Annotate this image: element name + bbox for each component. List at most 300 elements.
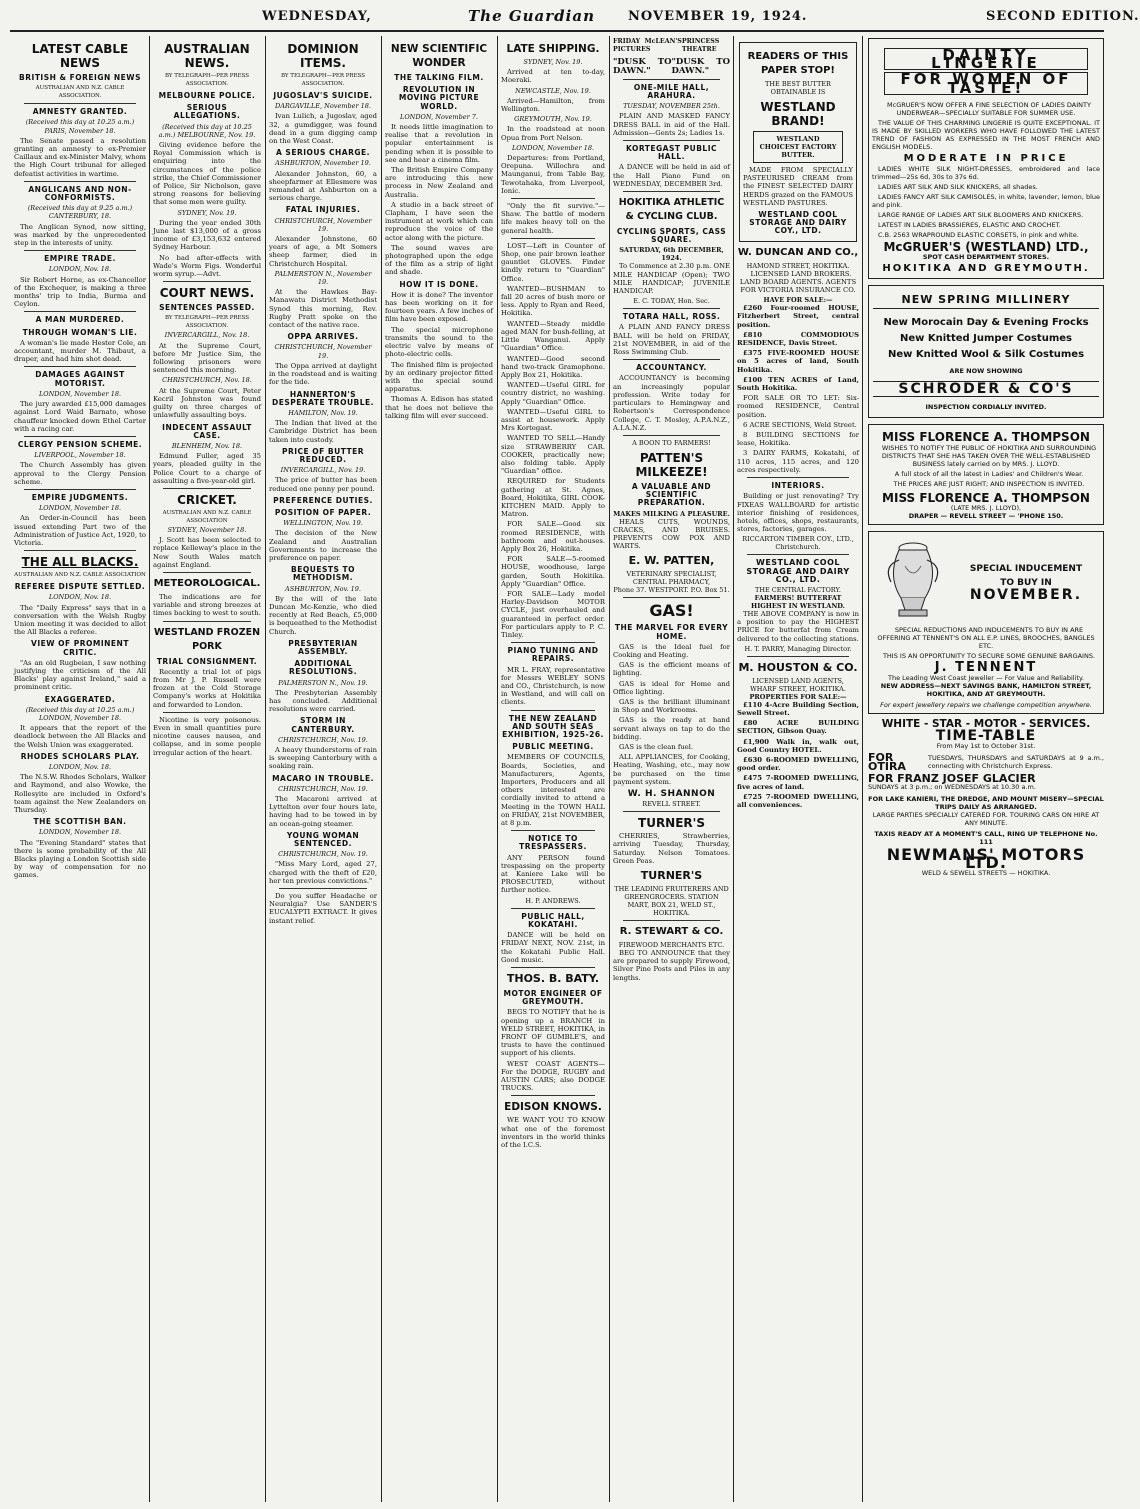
property-price-list <box>737 701 859 809</box>
article-body: The Oppa arrived at daylight in the roadstead and is waiting for the tide. <box>269 361 377 387</box>
article-title: VIEW OF PROMINENT CRITIC. <box>31 639 129 657</box>
article-title: EXAGGERATED. <box>44 694 116 704</box>
article-body: The Anglican Synod, now sitting, was marked by the unprecedented step in the interests of unity. <box>14 222 146 248</box>
advert-subtitle: A VALUABLE AND SCIENTIFIC PREPARATION. <box>631 481 712 508</box>
heading-moderate-price: MODERATE IN PRICE <box>903 152 1069 164</box>
article-dateline: LONDON, Nov. 18. <box>48 593 112 602</box>
masthead-day: WEDNESDAY, <box>262 9 372 24</box>
article-dateline: CHRISTCHURCH, Nov. 19. <box>278 735 368 744</box>
advert-subtitle: FIREWOOD MERCHANTS ETC. <box>618 941 725 949</box>
advert-text: "Only the fit survive."—Shaw. The battle of modern life makes heavy toll on the general health. <box>501 202 605 235</box>
article-dateline: GREYMOUTH, Nov. 19. <box>514 115 592 124</box>
advert-subtitle: LICENSED LAND AGENTS, <box>752 676 844 685</box>
advert-text: PLAIN AND MASKED FANCY DRESS BALL in aid of the Hall. Admission—Gents 2s; Ladies 1s. <box>613 112 730 137</box>
cinema-films <box>613 58 730 74</box>
sections-list <box>737 421 859 474</box>
thompson-advert <box>868 424 1104 524</box>
article-dateline: (Received this day at 9.25 a.m.) CANTERBURY, 18. <box>27 204 133 221</box>
column-drapery-ads <box>866 38 1106 1500</box>
advert-subtitle: THE CENTRAL FACTORY. <box>754 585 842 594</box>
article-body: The price of butter has been reduced one penny per pound. <box>269 476 377 493</box>
advert-name-houston: M. HOUSTON & CO. <box>738 660 858 674</box>
article-body: The Presbyterian Assembly has concluded. Additional resolutions were carried. <box>269 688 377 714</box>
column-scientific-wonder <box>385 38 493 1500</box>
article-title: AMNESTY GRANTED. <box>32 107 128 117</box>
property-price-item: £725 7-ROOMED DWELLING, all conveniences. <box>737 792 859 809</box>
classifieds-list <box>501 242 605 639</box>
advert-text: A full stock of all the latest in Ladies' and Children's Wear. <box>894 469 1084 478</box>
spring-items-list <box>873 316 1099 361</box>
article-title: STORM IN CANTERBURY. <box>291 716 355 734</box>
spring-millinery-advert <box>868 285 1104 418</box>
article-body: The "Evening Standard" states that there is some probability of the All Blacks playing a London Scottish side by way of compensation for no games. <box>14 838 146 880</box>
masthead-edition: SECOND EDITION. <box>986 9 1140 24</box>
press-credit: BY TELEGRAPH—PER PRESS ASSOCIATION. <box>164 315 250 330</box>
article-body: Recently a trial lot of pigs from Mr J. P. Russell were frozen at the Cold Storage Company's works at Hokitika and forwarded to London. <box>153 667 261 709</box>
article-subtitle: ADDITIONAL RESOLUTIONS. <box>288 659 358 677</box>
cable-credit: AUSTRALIAN AND N.Z. CABLE ASSOCIATION <box>162 509 252 524</box>
classified-ad: WANTED—Steady middle aged MAN for bush-felling, at Little Wanganui. Apply "Guardian" Office. <box>501 319 605 353</box>
article-dateline: ASHBURTON, November 19. <box>275 159 371 168</box>
heading-dainty-lingerie: DAINTY LINGERIE <box>884 48 1088 70</box>
advert-address: REVELL STREET. <box>642 800 701 809</box>
article-body: The N.S.W. Rhodes Scholars, Walker and Raymond, and also Wowke, the Rollesyite are included in Oxford's team against the New Zealanders on Thursday. <box>14 773 146 815</box>
column-divider <box>733 36 734 1502</box>
article-subtitle: THROUGH WOMAN'S LIE. <box>22 327 138 337</box>
advert-subtitle: The Leading West Coast Jeweller — For Value and Reliability. <box>888 674 1084 683</box>
article-title: MACARO IN TROUBLE. <box>272 773 374 783</box>
heading-all-blacks: THE ALL BLACKS. <box>21 555 139 570</box>
advert-name-tennent: J. TENNENT <box>934 659 1038 675</box>
press-credit: BY TELEGRAPH—PER PRESS ASSOCIATION. <box>280 73 366 87</box>
article-title: THE SCOTTISH BAN. <box>33 817 127 827</box>
advert-text: MADE FROM SPECIALLY PASTEURISED CREAM from the FINEST SELECTED DAIRY HERDS grazed on the FAMOUS WESTLAND PASTURES. <box>743 166 853 207</box>
article-title: BEQUESTS TO METHODISM. <box>291 565 355 583</box>
advert-text: MEMBERS OF COUNCILS, Boards, Societies, and Manufacturers, Agents, Importers, Producers and all others interested are cordially invited to attend a Meeting in the TOWN HALL on FRIDAY, 21st NOVEMBER, at 8 p.m. <box>501 753 605 828</box>
subheading-british-foreign: BRITISH & FOREIGN NEWS <box>19 73 141 82</box>
heading-pattens-milkeeze: PATTEN'S MILKEEZE! <box>635 450 708 479</box>
article-body: The special microphone transmits the sound to the electric valve by means of photo-electric cells. <box>385 325 493 359</box>
advert-name-newmans: NEWMANS' MOTORS LTD. <box>886 845 1086 873</box>
advert-name-schroder: SCHRODER & CO'S <box>873 381 1099 397</box>
advert-text: McGRUER'S NOW OFFER A FINE SELECTION OF LADIES DAINTY UNDERWEAR—SPECIALLY SUITABLE FOR SUMMER USE. <box>887 100 1091 117</box>
article-body: Alexander Johnston, 60, a sheepfarmer at Ellesmere was remanded at Ashburton on a serious charge. <box>269 169 377 203</box>
article-title: MELBOURNE POLICE. <box>158 91 256 100</box>
cinema-right: PRINCESS THEATRE <box>681 38 720 54</box>
article-dateline: BLENHEIM, Nov. 18. <box>171 441 243 450</box>
advert-text: THIS IS AN OPPORTUNITY TO SECURE SOME GENUINE BARGAINS. <box>882 651 1096 660</box>
advert-title-baty: THOS. B. BATY. <box>506 971 600 985</box>
article-title: INDECENT ASSAULT CASE. <box>162 422 252 440</box>
property-price-item: £810 COMMODIOUS RESIDENCE, Davis Street. <box>737 330 859 348</box>
classified-ad: WANTED—Good second hand two-track Gramophone. Apply Box 21, Hokitika. <box>501 354 605 379</box>
heading-late-shipping: LATE SHIPPING. <box>506 43 600 55</box>
advert-text: HEALS CUTS, WOUNDS, CRACKS, AND BRUISES. PREVENTS COW POX AND WARTS. <box>613 517 730 551</box>
advert-address: NEW ADDRESS—NEXT SAVINGS BANK, HAMILTON STREET, HOKITIKA, AND AT GREYMOUTH. <box>880 682 1092 699</box>
article-dateline: LONDON, November 18. <box>38 828 122 837</box>
article-body: Edmund Fuller, aged 35 years, pleaded guilty in the Police Court to a charge of assaulting a five-year-old girl. <box>153 452 261 485</box>
article-dateline: LIVERPOOL, November 18. <box>34 451 126 460</box>
property-price-item: £80 ACRE BUILDING SECTION, Gibson Quay. <box>737 719 859 736</box>
article-body: An Order-in-Council has been issued extending Part two of the Administration of Justice Act, 1920, to Victoria. <box>14 514 146 547</box>
article-body: Thomas A. Edison has stated that he does not believe the talking film will ever succeed. <box>385 395 493 420</box>
article-body: Sir Robert Horne, as ex-Chancellor of the Exchequer, is making a three months' trip to India, Burma and Ceylon. <box>14 275 146 309</box>
spring-item: New Knitted Jumper Costumes <box>900 332 1072 344</box>
cinema-header <box>613 38 730 54</box>
article-dateline: PALMERSTON N., Nov. 19. <box>278 678 368 687</box>
article-body: The Church Assembly has given approval to the Clergy Pension scheme. <box>14 461 146 486</box>
article-body: The "Daily Express" says that in a conversation with the Welsh Rugby Union meeting it was decided to allot the All Blacks a referee. <box>14 603 146 637</box>
cable-credit: AUSTRALIAN AND N.Z. CABLE ASSOCIATION. <box>35 85 125 100</box>
advert-signature: H. T. PARRY, Managing Director. <box>744 644 852 653</box>
article-dateline: SYDNEY, Nov. 19. <box>523 58 583 66</box>
advert-dateline: SATURDAY, 6th DECEMBER, 1924. <box>619 246 724 263</box>
column-divider <box>149 36 150 1502</box>
classified-ad: WANTED—BUSHMAN to fall 20 acres of bush more or less. Apply to Ryan and Reed, Hokitika. <box>501 284 605 318</box>
gas-benefit-item: GAS is ideal for Home and Office lighting. <box>613 679 730 696</box>
masthead-rule <box>10 30 1104 32</box>
heading-new-spring-millinery: NEW SPRING MILLINERY <box>873 296 1099 308</box>
advert-title: NOTICE TO TRESPASSERS. <box>519 834 587 852</box>
advert-name-shannon: W. H. SHANNON <box>627 788 716 799</box>
advert-title: INTERIORS. <box>771 481 825 491</box>
route-franz-times: SUNDAYS at 3 p.m.; on WEDNESDAYS at 10.30 a.m. <box>868 783 1036 792</box>
article-dateline: DARGAVILLE, November 18. <box>275 102 371 111</box>
advert-name-stewart: R. STEWART & CO. <box>619 926 724 937</box>
article-dateline: (Received this day at 10.25 a.m.) LONDON, November 18. <box>25 705 135 722</box>
heading-new-scientific-wonder: NEW SCIENTIFIC WONDER <box>390 43 488 69</box>
advert-text: MR L. FRAY, representative for Messrs WEBLEY SONS and CO., Christchurch, is now in Westland, and will call on clients. <box>501 665 605 707</box>
article-subtitle: SENTENCES PASSED. <box>159 303 255 313</box>
advert-signature: RICCARTON TIMBER COY., LTD., Christchurch. <box>742 535 854 552</box>
heading-special-inducement: SPECIAL INDUCEMENT <box>969 563 1083 574</box>
readers-stop-box <box>739 42 857 242</box>
article-dateline: LONDON, Nov. 18. <box>48 265 112 274</box>
column-divider <box>265 36 266 1502</box>
advert-inspection: INSPECTION CORDIALLY INVITED. <box>925 403 1047 412</box>
advert-title: PIANO TUNING AND REPAIRS. <box>507 646 599 664</box>
advert-text: WE WANT YOU TO KNOW what one of the foremost inventors in the world thinks of the I.C.S. <box>501 1116 605 1149</box>
article-title: A SERIOUS CHARGE. <box>276 148 370 158</box>
article-body: A studio in a back street of Clapham, I have seen the instrument at work which can reproduce the voice of the actor along with the picture. <box>385 200 493 242</box>
lingerie-item: C.B. 2563 WRAPROUND ELASTIC CORSETS, in pink and white. <box>878 231 1079 240</box>
article-body: "As an old Rugbeian, I saw nothing justifying the criticism of the All Blacks' play against Ireland," said a prominent critic. <box>14 658 146 692</box>
article-body: The Senate passed a resolution granting an amnesty to ex-Premier Caillaux and ex-Minister Malvy, whom the High Court tribunal for alleged defeatist activities in wartime. <box>14 136 146 178</box>
article-body: At the Supreme Court, Peter Kecril Johnston was found guilty on three charges of unlawfully assaulting boys. <box>153 386 261 420</box>
article-dateline: (Received this day at 10.25 a.m.) PARIS, November 18. <box>25 118 135 135</box>
lingerie-items-list <box>872 165 1100 239</box>
advert-text: ALL APPLIANCES, for Cooking, Heating, Washing, etc., may now be purchased on the time payment system. <box>613 753 730 786</box>
article-subtitle: REVOLUTION IN MOVING PICTURE WORLD. <box>398 85 480 111</box>
article-dateline: (Received this day at 10.25 a.m.) MELBOURNE, Nov. 19. <box>158 122 256 139</box>
heading-women-of-taste: FOR WOMEN OF TASTE! <box>884 72 1088 94</box>
article-dateline: PALMERSTON N., November 19. <box>274 269 372 287</box>
advert-text: THE PRICES ARE JUST RIGHT; AND INSPECTION IS INVITED. <box>893 479 1085 488</box>
article-body: At the Supreme Court, before Mr Justice Sim, the following prisoners were sentenced this morning. <box>153 341 261 375</box>
article-body: "Miss Mary Lord, aged 27, charged with the theft of £20, her ten previous convictions." <box>269 860 377 885</box>
property-price-item: £110 4-Acre Building Section, Sewell Street. <box>737 700 859 717</box>
lingerie-item: LATEST IN LADIES BRASSIERES, ELASTIC AND CROCHET. <box>878 221 1061 230</box>
heading-latest-cable-news: LATEST CABLE NEWS <box>31 42 129 70</box>
section-item: 6 ACRE SECTIONS, Weld Street. <box>743 420 857 429</box>
advert-now-showing: ARE NOW SHOWING <box>949 367 1023 376</box>
advert-text: Building or just renovating? Try FIXEAS WALLBOARD for artistic interior finishing of residences, hotels, offices, shops, restaurants, stores, factories, garages. <box>737 492 859 534</box>
classified-ad: FOR SALE—Good six roomed RESIDENCE, with bathroom and out-houses. Apply Box 26, Hokitika. <box>501 520 605 553</box>
advert-address: THE LEADING FRUITERERS AND GREENGROCERS. STATION MART, BOX 21, WELD ST., HOKITIKA. <box>614 885 729 917</box>
article-title: FATAL INJURIES. <box>285 205 361 215</box>
article-title: EMPIRE JUDGMENTS. <box>31 492 129 502</box>
advert-dateline: TUESDAY, NOVEMBER 25th. <box>623 102 720 111</box>
advert-name-mcgruer: McGRUER'S (WESTLAND) LTD., <box>883 240 1089 255</box>
property-price-item: £630 6-ROOMED DWELLING, good order. <box>737 755 859 773</box>
advert-text: THE ABOVE COMPANY is now in a position to pay the HIGHEST PRICE for butterfat from Cream delivered to the collecting stations. <box>737 609 859 643</box>
column-divider <box>497 36 498 1502</box>
advert-name-turners: TURNER'S <box>640 869 703 882</box>
article-body: The decision of the New Zealand and Australian Governments to increase the preference on paper. <box>269 529 377 562</box>
advert-signature: E. C. TODAY, Hon. Sec. <box>633 297 710 306</box>
classified-ad: REQUIRED for Students gathering at St. Agnes, Board, Hokitika, GIRL COOK-KITCHEN MAID. Apply to Matron. <box>501 477 605 519</box>
article-body: The British Empire Company are introducing this new process in New Zealand and Australia. <box>385 166 493 199</box>
heading-westland-brand: WESTLAND BRAND! <box>760 100 836 128</box>
article-title: YOUNG WOMAN SENTENCED. <box>286 830 360 849</box>
butter-label-box: WESTLAND CHOICEST FACTORY BUTTER. <box>753 131 843 163</box>
article-title: ANGLICANS AND NON-CONFORMISTS. <box>28 184 132 203</box>
article-dateline: INVERCARGILL, Nov. 18. <box>164 331 250 340</box>
article-dateline: CHRISTCHURCH, November 19. <box>274 343 372 360</box>
timetable-period: From May 1st to October 31st. <box>936 742 1036 751</box>
article-dateline: CHRISTCHURCH, Nov. 18. <box>162 376 252 385</box>
article-dateline: LONDON, November 18. <box>38 504 122 513</box>
classified-ad: FOR SALE—5-roomed HOUSE, woodhouse, large garden, South Hokitika. Apply "Guardian" Office. <box>501 555 605 588</box>
advert-text: LICENSED LAND BROKERS. LAND BOARD AGENTS. AGENTS FOR VICTORIA INSURANCE CO. <box>739 269 857 295</box>
advert-name-thompson: MISS FLORENCE A. THOMPSON <box>882 490 1090 505</box>
heading-meteorological: METEOROLOGICAL. <box>153 577 261 589</box>
lingerie-item: LARGE RANGE OF LADIES ART SILK BLOOMERS AND KNICKERS. <box>878 211 1084 220</box>
advert-text: SPECIAL REDUCTIONS AND INDUCEMENTS TO BUY IN ARE OFFERING AT TENNENT'S ON ALL E.P. LINES, BROOCHES, BANGLES ETC. <box>877 625 1095 650</box>
classified-ad: WANTED TO SELL—Handy size STRAWBERRY CAR. COOKER, practically new; also folding table. Apply "Guardian" office. <box>501 434 605 476</box>
advert-title: ACCOUNTANCY. <box>636 363 707 373</box>
article-dateline: HAMILTON, Nov. 19. <box>288 408 358 417</box>
advert-text: BEG TO ANNOUNCE that they are prepared to supply Firewood, Silver Pine Posts and Piles in any lengths. <box>613 949 730 982</box>
article-body: J. Scott has been selected to replace Kelleway's place in the New South Wales match against England. <box>153 536 261 569</box>
heading-australian-news: AUSTRALIAN NEWS. <box>164 42 250 70</box>
article-body: The finished film is projected by an ordinary projector fitted with the special sound apparatus. <box>385 360 493 394</box>
silver-urn-illustration <box>873 536 953 626</box>
article-body: Ivan Lulich, a Jugoslav, aged 32, a gumdigger, was found dead in a gum digging camp on the West Coast. <box>269 112 377 146</box>
advert-tagline: MAKES MILKING A PLEASURE. <box>613 509 730 518</box>
advert-text: To Commence at 2.30 p.m. ONE MILE HANDICAP (Open); TWO MILE HANDICAP; JUVENILE HANDICAP. <box>613 262 730 296</box>
article-title: PRESBYTERIAN ASSEMBLY. <box>288 638 358 656</box>
advert-note: For expert jewellery repairs we challenge competition anywhere. <box>880 701 1092 710</box>
article-dateline: CHRISTCHURCH, November 19. <box>274 216 372 233</box>
lingerie-advert <box>868 38 1104 279</box>
classified-ad: WANTED—Useful GIRL for country district, no washing. Apply "Guardian" Office. <box>501 381 605 406</box>
article-title: HANNERTON'S DESPERATE TROUBLE. <box>271 389 375 407</box>
advert-subtitle: (LATE MRS. J. LLOYD), <box>950 503 1022 512</box>
article-body: The Indian that lived at the Cambridge District has been taken into custody. <box>269 419 377 444</box>
article-subtitle: SERIOUS ALLEGATIONS. <box>173 103 241 121</box>
classified-ad: LOST—Left in Counter of Shop, one pair brown leather gauntlet GLOVES. Finder kindly return to "Guardian" Office. <box>501 241 605 283</box>
gas-benefit-item: GAS is the Ideal fuel for Cooking and Heating. <box>613 642 730 659</box>
heading-to-buy-in: TO BUY IN <box>1000 577 1052 588</box>
advert-subtitle: CYCLING SPORTS, CASS SQUARE. <box>616 227 727 245</box>
article-body: Giving evidence before the Royal Commission which is enquiring into the circumstances of the police strike, the Chief Commissioner of Police, Sir Nicholson, gave strong reasons for believing that some men were guilty. <box>153 141 261 207</box>
article-dateline: LONDON, Nov. 18. <box>48 763 112 771</box>
article-subtitle: TRIAL CONSIGNMENT. <box>156 656 258 666</box>
advert-intro: A BOON TO FARMERS! <box>632 438 711 447</box>
classified-ad: WANTED—Useful GIRL to assist at housework. Apply Mrs Kortegast. <box>501 407 605 433</box>
heading-cricket: CRICKET. <box>177 492 237 507</box>
tennent-advert <box>868 531 1104 714</box>
advert-towns: HOKITIKA AND GREYMOUTH. <box>882 263 1090 275</box>
cable-credit: AUSTRALIAN AND N.Z. CABLE ASSOCIATION <box>14 572 146 579</box>
advert-subtitle: SPOT CASH DEPARTMENT STORES. <box>922 253 1050 262</box>
advert-subtitle: PUBLIC MEETING. <box>512 742 594 752</box>
cinema-left: FRIDAY McLEAN'S PICTURES <box>613 38 682 54</box>
article-body: How it is done? The inventor has been working on it for fourteen years. A few inches of film have been exposed. <box>385 290 493 324</box>
article-dateline: INVERCARGILL, Nov. 19. <box>280 466 366 475</box>
advert-title: WESTLAND COOL STORAGE AND DAIRY CO., LTD. <box>746 558 850 584</box>
spring-item: New Morocain Day & Evening Frocks <box>883 316 1089 328</box>
article-body: A heavy thunderstorm of rain is sweeping Canterbury with a soaking rain. <box>269 746 377 771</box>
advert-text: Do you suffer Headache or Neuralgia? Use SANDER'S EUCALYPTI EXTRACT. It gives instant relief. <box>269 892 377 925</box>
article-body: A woman's lie made Hester Cole, an accountant, murder M. Thibaut, a draper, and had him shot dead. <box>14 338 146 364</box>
column-entertainment-ads <box>613 38 730 1500</box>
article-body: By the will of the late Duncan Mc-Kenzie, who died recently at Red Beach, £5,000 is bequeathed to the Methodist Church. <box>269 594 377 636</box>
lingerie-item: LADIES WHITE SILK NIGHT-DRESSES, embroidered and lace trimmed—25s 6d, 30s to 37s 6d. <box>872 165 1100 182</box>
article-title: REFEREE DISPUTE SETTLED. <box>14 582 146 592</box>
article-body: Nicotine is very poisonous. Even in small quantities pure nicotine causes nausea, and collapse, and in some people irregular action of the heart. <box>153 715 261 757</box>
article-title: OPPA ARRIVES. <box>287 332 359 342</box>
column-shipping-classifieds <box>501 38 605 1500</box>
press-credit: BY TELEGRAPH—PER PRESS ASSOCIATION. <box>164 73 250 87</box>
article-body: Arrived at ten to-day, Moeraki. <box>501 68 605 85</box>
taxi-note: TAXIS READY AT A MOMENT'S CALL, RING UP TELEPHONE No. 111 <box>874 830 1098 847</box>
article-dateline: CHRISTCHURCH, Nov. 19. <box>278 850 368 859</box>
heading-readers-stop: READERS OF THIS PAPER STOP! <box>747 51 849 76</box>
route-otira: FOR OTIRA <box>868 751 906 773</box>
advert-name-thompson: MISS FLORENCE A. THOMPSON <box>882 430 1090 445</box>
advert-text: CHERRIES, Strawberries, arriving Tuesday, Thursday, Saturday. Nelson Tomatoes. Green Peas. <box>613 832 730 865</box>
advert-address: WHARF STREET, HOKITIKA. <box>750 684 846 693</box>
article-title: PREFERENCE DUTIES. <box>273 495 373 505</box>
white-star-advert <box>868 720 1104 877</box>
column-dominion-items <box>269 38 377 1500</box>
route-kaniere: FOR LAKE KANIERI, THE DREDGE, AND MOUNT MISERY—SPECIAL TRIPS DAILY AS ARRANGED. <box>868 795 1104 812</box>
advert-tagline: FARMERS! BUTTERFAT HIGHEST IN WESTLAND. <box>751 593 845 610</box>
article-body: Alexander Johnstone, 60 years of age, a Mt Somers sheep farmer, died in Christchurch Hospital. <box>269 235 377 268</box>
advert-address: DRAPER — REVELL STREET — 'PHONE 150. <box>908 511 1064 520</box>
article-body: In the roadstead at noon Opua from Port Nelson. <box>501 125 605 142</box>
article-dateline: SYDNEY, Nov. 19. <box>177 208 237 217</box>
film-title: "DUSK TO DAWN." <box>613 57 672 76</box>
column-divider <box>862 36 863 1502</box>
advert-text: A PLAIN AND FANCY DRESS BALL will be held on FRIDAY, 21st NOVEMBER, in aid of the Ross Swimming Club. <box>613 323 730 357</box>
article-subtitle: POSITION OF PAPER. <box>274 507 372 517</box>
article-body: The Macaroni arrived at Lyttelton over four hours late, having had to be towed in by an ocean-going steamer. <box>269 795 377 828</box>
advert-text: THE VALUE OF THIS CHARMING LINGERIE IS QUITE EXCEPTIONAL. IT IS MADE BY SKILLED WORKERS WHO HAVE FOLLOWED THE LATEST TREND OF FASHION AS EXPRESSED IN THE MOST FRENCH AND ENGLISH MODELS. <box>872 118 1100 151</box>
heading-dominion-items: DOMINION ITEMS. <box>287 42 359 70</box>
advert-title: ONE-MILE HALL, ARAHURA. <box>633 82 710 101</box>
advert-subtitle: VETERINARY SPECIALIST, CENTRAL PHARMACY, <box>626 570 717 587</box>
masthead-paper-title: The Guardian <box>468 7 595 25</box>
advert-title: PUBLIC HALL, KOKATAHI. <box>521 911 585 929</box>
advert-text: DANCE will be held on FRIDAY NEXT, NOV. 21st, in the Kokatahi Public Hall. Good music. <box>501 931 605 964</box>
advert-subtitle: THE MARVEL FOR EVERY HOME. <box>614 623 729 641</box>
masthead-date: NOVEMBER 19, 1924. <box>628 9 808 24</box>
article-dateline: WELLINGTON, Nov. 19. <box>283 519 363 528</box>
advert-forsale: PROPERTIES FOR SALE:— <box>749 692 847 701</box>
route-franz-josef: FOR FRANZ JOSEF GLACIER <box>868 771 1036 785</box>
film-title: "DUSK TO DAWN." <box>671 57 730 76</box>
heading-white-star-motor: WHITE - STAR - MOTOR - SERVICES. <box>881 718 1091 731</box>
advert-title: KORTEGAST PUBLIC HALL. <box>626 144 717 162</box>
heading-athletic-club: HOKITIKA ATHLETIC & CYCLING CLUB. <box>618 197 725 223</box>
lingerie-item: LADIES FANCY ART SILK CAMISOLES, in white, lavender, lemon, blue and pink. <box>872 193 1100 210</box>
advert-signature: WESTLAND COOL STORAGE AND DAIRY COY., LTD. <box>749 210 847 236</box>
gas-benefit-item: GAS is the brilliant illuminant in Shop and Workrooms. <box>613 697 730 715</box>
heading-westland-frozen-pork: WESTLAND FROZEN PORK <box>153 626 261 652</box>
advert-title: TOTARA HALL, ROSS. <box>622 312 721 322</box>
lingerie-item: LADIES ART SILK AND SILK KNICKERS, all shades. <box>878 183 1038 192</box>
heading-november: NOVEMBER. <box>969 586 1083 603</box>
article-dateline: LONDON, November 18. <box>511 143 595 152</box>
article-title: EMPIRE TRADE. <box>44 254 116 264</box>
article-body: At the Hawkes Bay-Manawatu District Methodist Synod this morning, Rev. Rugby Pratt spoke on the contact of the native race. <box>269 288 377 330</box>
gas-benefit-item: GAS is the ready at hand servant always on tap to do the bidding. <box>613 716 730 741</box>
column-cable-news <box>14 38 146 1500</box>
article-title: DAMAGES AGAINST MOTORIST. <box>35 370 125 388</box>
classified-ad: FOR SALE—Lady model Harley-Davidson MOTOR CYCLE, just overhauled and guaranteed in perfect order. For particulars apply to P. C. Tinley. <box>501 589 605 639</box>
property-price-item: £1,900 Walk in, walk out, Good Country HOTEL. <box>737 737 859 754</box>
column-divider <box>381 36 382 1502</box>
touring-note: LARGE PARTIES SPECIALLY CATERED FOR. TOURING CARS ON HIRE AT ANY MINUTE. <box>872 811 1100 828</box>
column-divider <box>609 36 610 1502</box>
property-price-list <box>737 304 859 392</box>
advert-address: WELD & SEWELL STREETS — HOKITIKA. <box>921 869 1051 878</box>
spring-item: New Knitted Wool & Silk Costumes <box>887 349 1085 361</box>
advert-signature: H. P. ANDREWS. <box>525 896 581 905</box>
article-dateline: LONDON, November 18. <box>38 389 122 398</box>
article-body: Arrived—Hamilton, from Wellington. <box>501 96 605 114</box>
heading-court-news: COURT NEWS. <box>159 286 255 301</box>
article-dateline: LONDON, November 7. <box>400 112 478 121</box>
article-body: Departures: from Portland, Orepuna. Willochra and Maunganui, from Table Bay, Tewotahaka, from Liverpool, Ionic. <box>501 154 605 195</box>
article-subtitle: HOW IT IS DONE. <box>399 279 479 289</box>
property-price-item: £260 Four-roomed HOUSE, Fitzherbert Street, central position. <box>737 304 859 329</box>
advert-title: THE NEW ZEALAND AND SOUTH SEAS EXHIBITION, 1925-26. <box>502 713 604 740</box>
article-dateline: SYDNEY, November 18. <box>167 525 247 534</box>
gas-benefit-item: GAS is the efficient means of lighting. <box>613 661 730 678</box>
advert-address: HAMOND STREET, HOKITIKA. <box>746 261 850 270</box>
article-body: The sound waves are photographed upon the edge of the film as a strip of light and shade. <box>385 243 493 277</box>
gas-benefit-item: GAS is the clean fuel. <box>619 742 694 751</box>
article-body: It appears that the report of the deadlock between the All Blacks and the Welsh Union was exaggerated. <box>14 724 146 749</box>
advert-text: WEST COAST AGENTS—For the DODGE, RUGBY and AUSTIN CARS; also DODGE TRUCKS. <box>501 1059 605 1093</box>
heading-timetable: TIME-TABLE <box>935 728 1037 745</box>
masthead <box>0 0 1140 30</box>
column-butter-land-agents <box>737 38 859 1500</box>
column-australian-news <box>153 38 261 1500</box>
article-dateline: NEWCASTLE, Nov. 19. <box>515 86 591 95</box>
property-price-item: £100 TEN ACRES of Land, South Hokitika. <box>737 375 859 393</box>
article-dateline: ASHBURTON, Nov. 19. <box>285 584 361 593</box>
article-body: The jury awarded £15,000 damages against Lord Waid Barnato, whose chauffeur knocked down Ethel Carter with a racing car. <box>14 400 146 433</box>
article-title: A MAN MURDERED. <box>35 315 125 325</box>
route-otira-times: TUESDAYS, THURSDAYS and SATURDAYS at 9 a.m., connecting with Christchurch Express. <box>928 754 1104 771</box>
advert-text: No bad after-effects with Wade's Worm Figs. Wonderful worm syrup.—Advt. <box>153 253 261 279</box>
advert-subtitle: MOTOR ENGINEER OF GREYMOUTH. <box>503 988 603 1007</box>
